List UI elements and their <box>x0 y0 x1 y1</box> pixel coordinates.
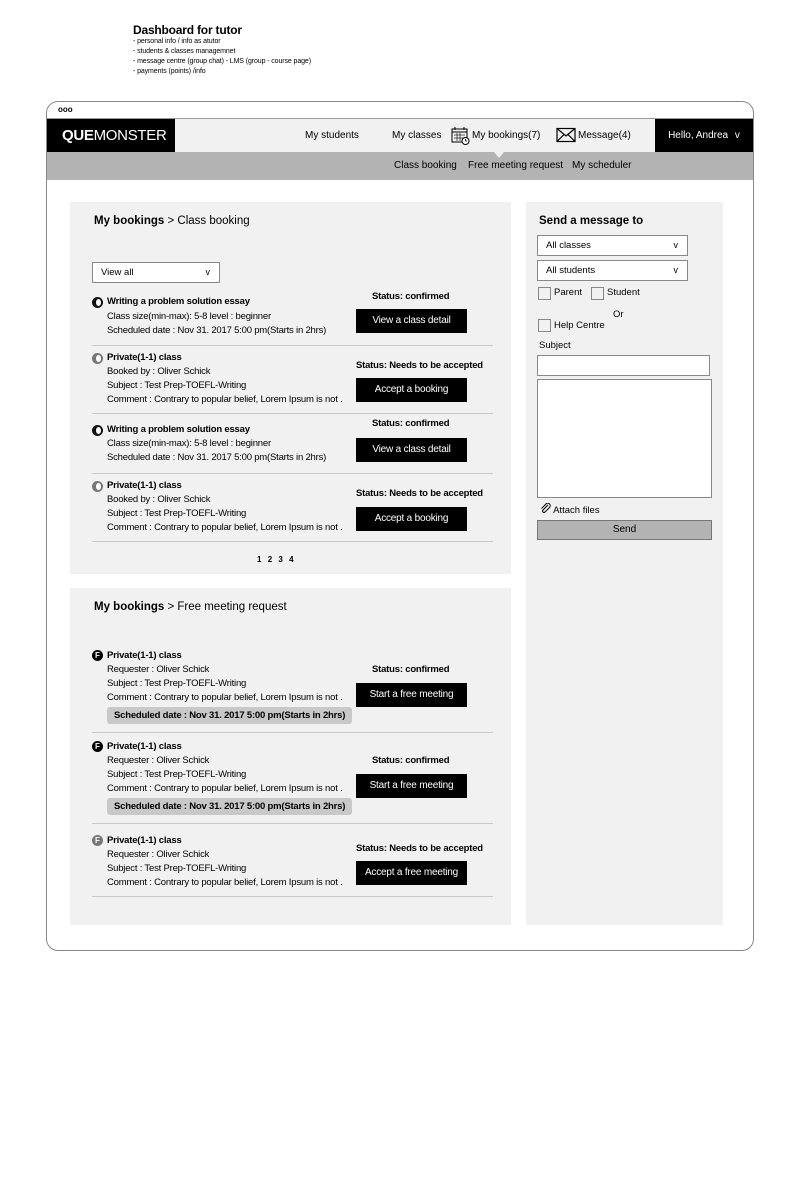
free-meeting-icon: F <box>92 650 103 661</box>
class-select[interactable] <box>537 235 688 256</box>
page-title <box>94 601 287 613</box>
booking-item <box>92 346 493 414</box>
annotation-notes <box>133 23 311 77</box>
select-value: View all <box>101 267 134 278</box>
class-type-icon <box>92 481 103 492</box>
free-meeting-icon: F <box>92 835 103 846</box>
chevron-down-icon: v <box>205 267 210 277</box>
item-detail: Scheduled date : Nov 31. 2017 5:00 pm(Starts in 2hrs) <box>107 452 327 463</box>
nav-label: My bookings(7) <box>472 130 541 141</box>
item-detail: Class size(min-max): 5-8 level : beginner <box>107 311 271 322</box>
accept-booking-button[interactable]: Accept a booking <box>356 378 467 402</box>
scheduled-date-badge: Scheduled date : Nov 31. 2017 5:00 pm(Starts in 2hrs) <box>107 707 352 724</box>
message-panel <box>526 202 723 925</box>
item-detail: Subject : Test Prep-TOEFL-Writing <box>107 769 247 780</box>
item-detail: Comment : Contrary to popular belief, Lorem Ipsum is not . <box>107 522 343 533</box>
student-select[interactable] <box>537 260 688 281</box>
accept-booking-button[interactable]: Accept a booking <box>356 507 467 531</box>
free-meeting-panel <box>70 588 511 925</box>
accept-free-meeting-button[interactable]: Accept a free meeting <box>356 861 467 885</box>
help-centre-checkbox[interactable] <box>538 319 551 332</box>
start-free-meeting-button[interactable]: Start a free meeting <box>356 683 467 707</box>
scheduled-date-badge: Scheduled date : Nov 31. 2017 5:00 pm(Starts in 2hrs) <box>107 798 352 815</box>
page-link-2[interactable]: 2 <box>267 555 275 564</box>
logo[interactable] <box>47 119 175 152</box>
item-title: Private(1-1) class <box>107 480 182 491</box>
nav-label: My classes <box>392 130 442 141</box>
pagination <box>257 555 296 564</box>
subnav-class-booking[interactable]: Class booking <box>394 160 457 171</box>
nav-my-bookings[interactable] <box>451 119 540 152</box>
item-detail: Booked by : Oliver Schick <box>107 494 211 505</box>
item-detail: Comment : Contrary to popular belief, Lorem Ipsum is not . <box>107 692 343 703</box>
page-link-4[interactable]: 4 <box>289 555 296 564</box>
message-body-textarea[interactable] <box>537 379 712 498</box>
status-label: Status: Needs to be accepted <box>356 360 483 371</box>
paperclip-icon <box>540 503 551 514</box>
logo-bold: QUE <box>62 127 94 144</box>
meeting-item <box>92 733 493 824</box>
view-class-detail-button[interactable]: View a class detail <box>356 438 467 462</box>
breadcrumb-current: > Class booking <box>164 215 250 227</box>
breadcrumb-parent[interactable]: My bookings <box>94 601 165 613</box>
chevron-down-icon: v <box>673 240 678 250</box>
notes-line: - students & classes managemnet <box>133 48 236 55</box>
item-detail: Comment : Contrary to popular belief, Lorem Ipsum is not . <box>107 783 343 794</box>
item-detail: Scheduled date : Nov 31. 2017 5:00 pm(Starts in 2hrs) <box>107 325 327 336</box>
item-title: Private(1-1) class <box>107 650 182 661</box>
window-controls-icon[interactable]: ooo <box>58 105 73 114</box>
class-type-icon <box>92 353 103 364</box>
item-title: Writing a problem solution essay <box>107 424 250 435</box>
message-panel-title: Send a message to <box>539 215 644 227</box>
nav-my-classes[interactable] <box>392 119 441 152</box>
free-meeting-icon: F <box>92 741 103 752</box>
page-link-3[interactable]: 3 <box>278 555 285 564</box>
view-filter-select[interactable] <box>92 262 220 283</box>
booking-item <box>92 414 493 474</box>
page-link-1[interactable]: 1 <box>257 555 264 564</box>
notes-title: Dashboard for tutor <box>133 23 242 37</box>
user-greeting: Hello, Andrea <box>668 130 729 141</box>
status-label: Status: confirmed <box>372 291 450 302</box>
meeting-item <box>92 824 493 897</box>
item-detail: Class size(min-max): 5-8 level : beginner <box>107 438 271 449</box>
sub-navigation <box>47 152 753 180</box>
page-title <box>94 215 250 227</box>
item-detail: Requester : Oliver Schick <box>107 755 210 766</box>
user-menu[interactable] <box>655 119 753 152</box>
view-class-detail-button[interactable]: View a class detail <box>356 309 467 333</box>
nav-message[interactable] <box>556 119 631 152</box>
student-checkbox[interactable] <box>591 287 604 300</box>
status-label: Status: Needs to be accepted <box>356 488 483 499</box>
status-label: Status: confirmed <box>372 418 450 429</box>
meeting-item <box>92 648 493 733</box>
send-button[interactable]: Send <box>537 520 712 540</box>
help-centre-checkbox-label: Help Centre <box>554 320 605 331</box>
item-title: Private(1-1) class <box>107 835 182 846</box>
chevron-down-icon: v <box>673 265 678 275</box>
class-booking-panel <box>70 202 511 574</box>
item-detail: Subject : Test Prep-TOEFL-Writing <box>107 678 247 689</box>
attach-files-link[interactable] <box>540 503 600 516</box>
subject-label: Subject <box>539 340 571 351</box>
item-detail: Comment : Contrary to popular belief, Lorem Ipsum is not . <box>107 877 343 888</box>
envelope-icon <box>556 127 576 143</box>
nav-my-students[interactable] <box>305 119 359 152</box>
item-detail: Requester : Oliver Schick <box>107 664 210 675</box>
class-type-icon <box>92 297 103 308</box>
select-value: All classes <box>546 240 591 251</box>
parent-checkbox-label: Parent <box>554 287 582 298</box>
start-free-meeting-button[interactable]: Start a free meeting <box>356 774 467 798</box>
chevron-down-icon: v <box>734 130 740 141</box>
breadcrumb-current: > Free meeting request <box>164 601 287 613</box>
booking-item <box>92 474 493 542</box>
notes-line: - personal info / info as atutor <box>133 38 221 45</box>
logo-regular: MONSTER <box>93 127 167 144</box>
item-detail: Comment : Contrary to popular belief, Lorem Ipsum is not . <box>107 394 343 405</box>
status-label: Status: Needs to be accepted <box>356 843 483 854</box>
or-label: Or <box>613 309 624 320</box>
calendar-icon <box>451 126 470 145</box>
breadcrumb-parent[interactable]: My bookings <box>94 215 165 227</box>
subnav-my-scheduler[interactable]: My scheduler <box>572 160 632 171</box>
subject-input[interactable] <box>537 355 710 376</box>
item-detail: Subject : Test Prep-TOEFL-Writing <box>107 380 247 391</box>
item-detail: Subject : Test Prep-TOEFL-Writing <box>107 863 247 874</box>
booking-item <box>92 291 493 346</box>
browser-window <box>46 101 754 951</box>
item-title: Private(1-1) class <box>107 741 182 752</box>
item-title: Writing a problem solution essay <box>107 296 250 307</box>
nav-label: My students <box>305 130 359 141</box>
item-detail: Booked by : Oliver Schick <box>107 366 211 377</box>
subnav-free-meeting-request[interactable]: Free meeting request <box>468 160 564 171</box>
attach-files-label: Attach files <box>553 505 600 516</box>
top-navigation <box>47 118 753 152</box>
class-type-icon <box>92 425 103 436</box>
notes-line: - message centre (group chat) - LMS (group - course page) <box>133 58 311 65</box>
parent-checkbox[interactable] <box>538 287 551 300</box>
nav-label: Message(4) <box>578 130 631 141</box>
item-detail: Subject : Test Prep-TOEFL-Writing <box>107 508 247 519</box>
item-title: Private(1-1) class <box>107 352 182 363</box>
notes-line: - payments (points) /info <box>133 68 206 75</box>
student-checkbox-label: Student <box>607 287 640 298</box>
status-label: Status: confirmed <box>372 755 450 766</box>
item-detail: Requester : Oliver Schick <box>107 849 210 860</box>
status-label: Status: confirmed <box>372 664 450 675</box>
select-value: All students <box>546 265 596 276</box>
